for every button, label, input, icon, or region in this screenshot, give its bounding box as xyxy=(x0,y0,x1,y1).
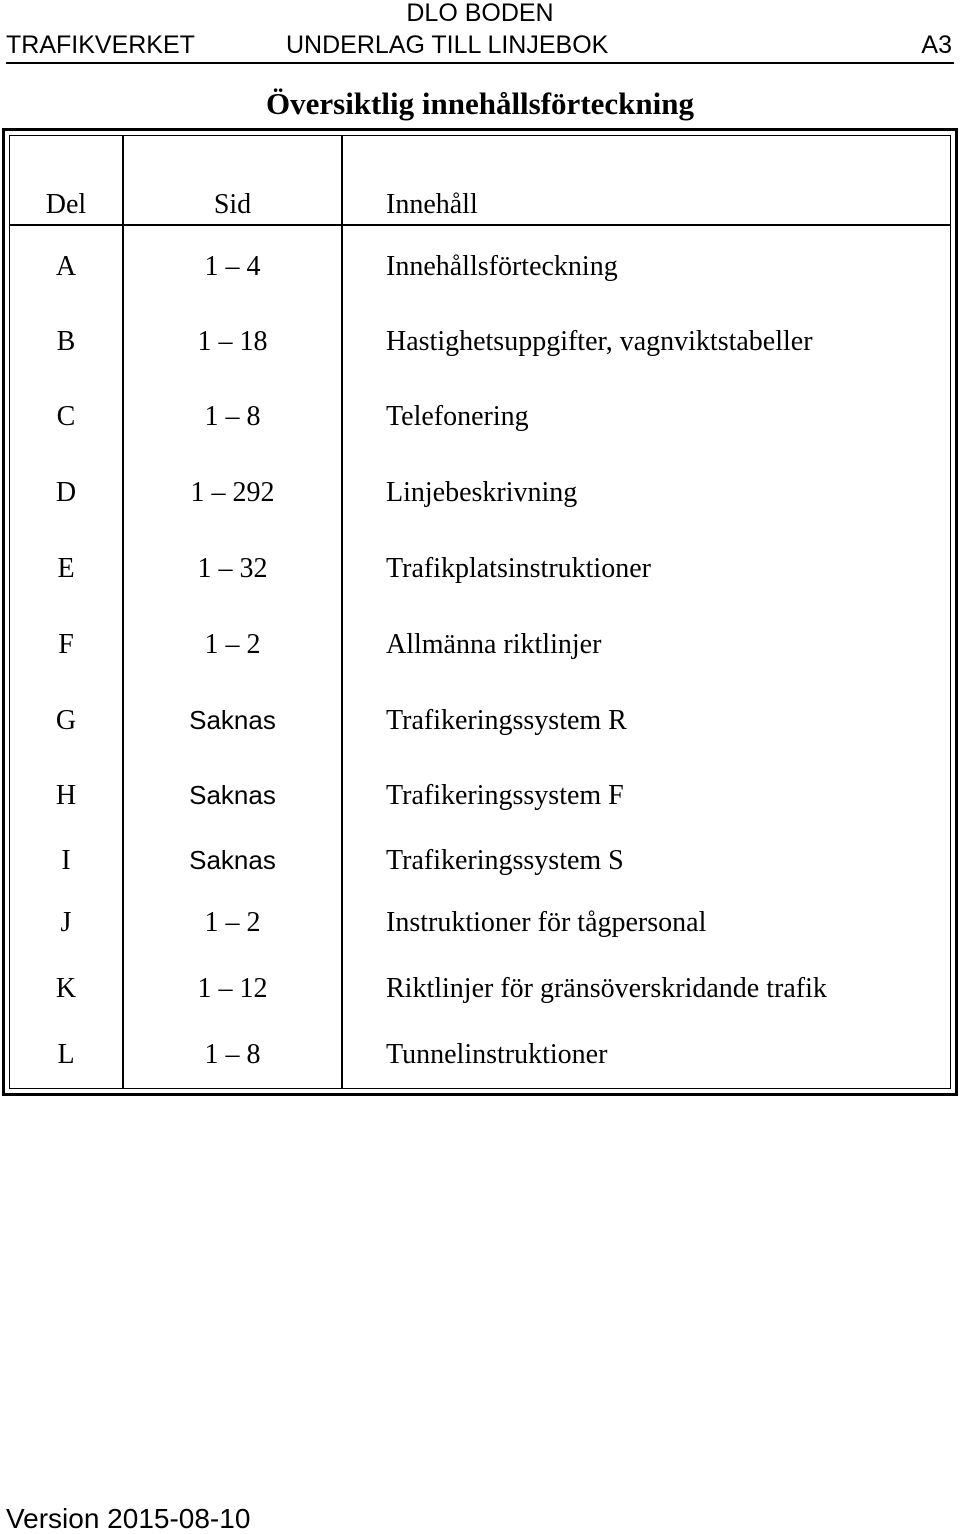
header-divider xyxy=(10,224,950,226)
row-sid: 1 – 4 xyxy=(204,251,261,282)
row-sid: 1 – 32 xyxy=(197,553,268,584)
row-sid: 1 – 2 xyxy=(204,907,261,938)
row-content: Hastighetsuppgifter, vagnviktstabeller xyxy=(386,326,813,357)
row-sid: 1 – 12 xyxy=(197,973,268,1004)
row-del: D xyxy=(55,477,77,508)
row-del: B xyxy=(56,326,76,357)
row-content: Telefonering xyxy=(386,401,529,432)
column-header-content: Innehåll xyxy=(386,189,478,220)
header-document-title: UNDERLAG TILL LINJEBOK xyxy=(286,31,609,59)
row-del: L xyxy=(57,1039,75,1070)
version-footer: Version 2015-08-10 xyxy=(6,1503,251,1534)
column-header-del: Del xyxy=(45,189,87,220)
row-content: Innehållsförteckning xyxy=(386,251,618,282)
row-content: Trafikeringssystem R xyxy=(386,705,627,736)
row-sid: 1 – 292 xyxy=(190,477,275,508)
row-del: K xyxy=(55,973,77,1004)
header-rule xyxy=(6,62,954,64)
row-sid: 1 – 2 xyxy=(204,629,261,660)
row-del: F xyxy=(58,629,74,660)
row-sid: Saknas xyxy=(189,845,276,875)
column-header-sid: Sid xyxy=(213,189,252,220)
header-organization: TRAFIKVERKET xyxy=(6,31,195,59)
row-sid: 1 – 8 xyxy=(204,401,261,432)
header-section-code: A3 xyxy=(921,31,952,59)
row-del: G xyxy=(55,705,77,736)
row-del: J xyxy=(60,907,72,938)
row-content: Tunnelinstruktioner xyxy=(386,1039,608,1070)
row-sid: 1 – 18 xyxy=(197,326,268,357)
row-content: Trafikeringssystem F xyxy=(386,780,624,811)
row-content: Allmänna riktlinjer xyxy=(386,629,602,660)
row-sid: Saknas xyxy=(189,705,276,735)
row-del: H xyxy=(55,780,77,811)
row-content: Linjebeskrivning xyxy=(386,477,578,508)
header-office: DLO BODEN xyxy=(406,0,554,27)
contents-table-inner xyxy=(9,135,951,1089)
row-sid: 1 – 8 xyxy=(204,1039,261,1070)
column-divider xyxy=(341,136,343,1088)
row-content: Trafikeringssystem S xyxy=(386,845,624,876)
row-sid: Saknas xyxy=(189,780,276,810)
page-title: Översiktlig innehållsförteckning xyxy=(266,86,694,121)
row-content: Instruktioner för tågpersonal xyxy=(386,907,707,938)
row-del: I xyxy=(61,845,71,876)
row-del: C xyxy=(56,401,76,432)
row-del: E xyxy=(57,553,75,584)
contents-table xyxy=(2,128,958,1096)
row-content: Trafikplatsinstruktioner xyxy=(386,553,651,584)
row-del: A xyxy=(55,251,77,282)
row-content: Riktlinjer för gränsöverskridande trafik xyxy=(386,973,827,1004)
